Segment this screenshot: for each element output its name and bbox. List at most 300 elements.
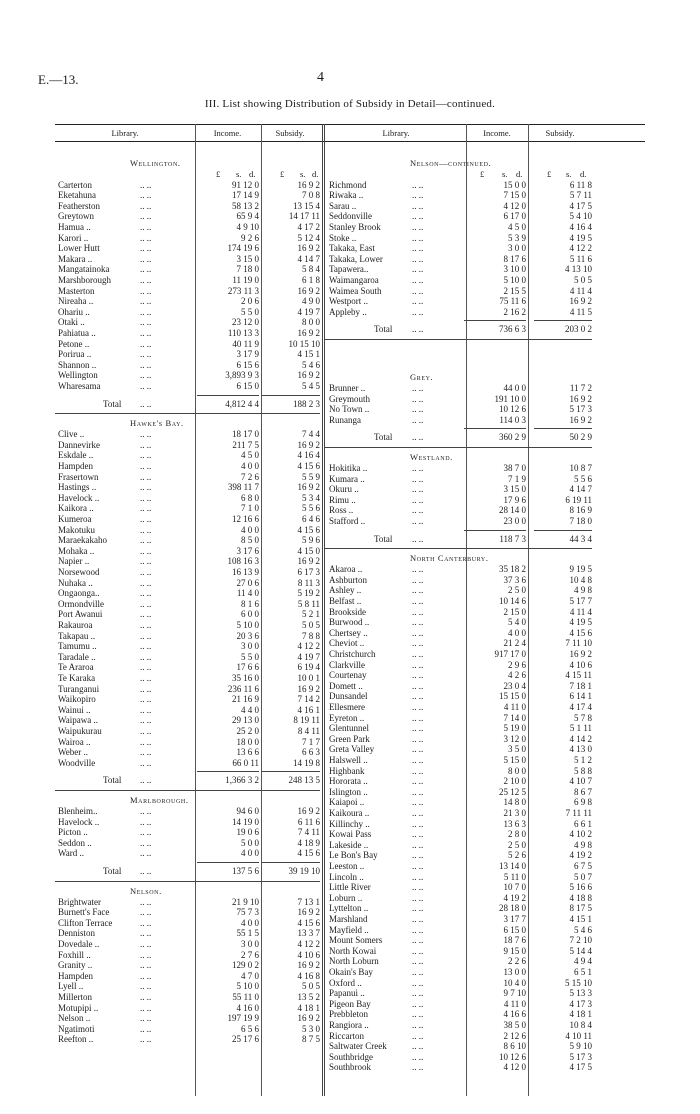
library-name: Halswell ..: [329, 755, 368, 765]
library-name: Okuru ..: [329, 484, 359, 495]
dot-leader: .. ..: [140, 306, 152, 317]
subsidy-value: 6 17 3: [297, 567, 320, 577]
dot-leader: .. ..: [412, 516, 424, 526]
dot-leader: .. ..: [140, 928, 152, 939]
dot-leader: .. ..: [412, 702, 424, 712]
library-name: Pigeon Bay: [329, 998, 371, 1009]
subsidy-value: 7 1 7: [302, 736, 320, 747]
dot-leader: .. ..: [140, 896, 152, 907]
dot-leader: .. ..: [412, 627, 424, 638]
library-name: Belfast ..: [329, 596, 362, 606]
income-value: 3 0 0: [241, 641, 259, 652]
dot-leader: .. ..: [412, 733, 424, 744]
subsidy-value: 5 5 6: [302, 503, 320, 514]
dot-leader: .. ..: [412, 200, 424, 211]
total-rule: [262, 395, 320, 396]
income-value: 37 3 6: [503, 574, 526, 585]
subsidy-value: 16 9 2: [297, 482, 320, 493]
subsidy-value: 5 0 5: [302, 620, 320, 630]
income-value: 2 10 0: [503, 776, 526, 787]
library-name: Highbank: [329, 765, 365, 776]
income-value: 3 12 0: [503, 733, 526, 744]
income-value: 75 7 3: [236, 907, 259, 918]
library-name: Taradale ..: [58, 651, 96, 662]
subsidy-value: 5 0 5: [302, 981, 320, 992]
section-heading: Nelson—continued.: [410, 158, 492, 168]
dot-leader: .. ..: [140, 662, 152, 673]
divider: [195, 124, 196, 1096]
income-value: 2 15 5: [503, 285, 526, 296]
income-value: 5 0 0: [241, 837, 259, 848]
income-value: 38 5 0: [503, 1020, 526, 1030]
library-name: Eskdale ..: [58, 450, 94, 461]
income-value: 4 0 0: [241, 461, 259, 471]
library-name: Waikopiro: [58, 694, 96, 705]
subsidy-value: 5 7 8: [574, 712, 592, 723]
income-value: 2 12 6: [503, 1030, 526, 1041]
subsidy-value: 6 14 1: [569, 691, 592, 702]
income-value: 10 12 6: [499, 404, 526, 415]
dot-leader: .. ..: [412, 755, 424, 765]
subsidy-value: 8 17 5: [569, 903, 592, 914]
income-value: 4 19 2: [503, 892, 526, 903]
library-name: Greytown: [58, 211, 94, 222]
dot-leader: .. ..: [412, 1009, 424, 1020]
subsidy-value: 4 10 11: [565, 1030, 592, 1041]
library-name: Kowai Pass: [329, 829, 372, 840]
income-value: 3 15 0: [503, 484, 526, 495]
total-rule: [534, 530, 592, 531]
dot-leader: .. ..: [412, 914, 424, 924]
dot-leader: .. ..: [140, 253, 152, 264]
subsidy-value: 5 1 2: [574, 755, 592, 765]
subsidy-value: 4 10 6: [297, 949, 320, 960]
subsidy-value: 16 9 2: [297, 960, 320, 971]
dot-leader: .. ..: [140, 190, 152, 201]
library-name: Eyreton ..: [329, 712, 365, 723]
currency-unit: d.: [312, 169, 319, 179]
income-value: 23 0 0: [503, 516, 526, 526]
income-value: 236 11 6: [227, 683, 259, 694]
library-name: Sarau ..: [329, 200, 357, 211]
dot-leader: .. ..: [140, 970, 152, 981]
income-value: 5 15 0: [503, 755, 526, 765]
subsidy-value: 10 8 4: [569, 1020, 592, 1030]
library-name: Le Bon's Bay: [329, 850, 378, 861]
library-name: Frasertown: [58, 471, 99, 482]
library-name: Chertsey ..: [329, 627, 368, 638]
income-value: 14 8 0: [503, 797, 526, 808]
currency-unit: s.: [566, 169, 572, 179]
dot-leader: .. ..: [140, 907, 152, 918]
income-value: 8 6 10: [503, 1041, 526, 1052]
income-value: 8 1 6: [241, 598, 259, 609]
total-rule: [197, 395, 259, 396]
income-value: 129 0 2: [232, 960, 259, 971]
dot-leader: .. ..: [140, 359, 152, 370]
dot-leader: .. ..: [412, 850, 424, 861]
dot-leader: .. ..: [412, 691, 424, 702]
income-value: 917 17 0: [494, 649, 526, 659]
dot-leader: .. ..: [140, 981, 152, 992]
dot-leader: .. ..: [140, 556, 152, 567]
subsidy-value: 4 15 6: [297, 848, 320, 859]
library-name: Rimu ..: [329, 494, 356, 505]
subsidy-value: 4 11 4: [569, 606, 592, 617]
library-name: Kaikoura ..: [329, 808, 370, 818]
income-value: 23 0 4: [503, 680, 526, 691]
subsidy-value: 5 11 6: [569, 253, 592, 264]
income-value: 4 11 0: [503, 702, 526, 712]
left-income-header: Income.: [213, 128, 242, 138]
library-name: Motupipi ..: [58, 1002, 99, 1013]
income-value: 4 7 0: [241, 970, 259, 981]
dot-leader: .. ..: [412, 324, 424, 335]
income-value: 4 16 0: [236, 1002, 259, 1013]
dot-leader: .. ..: [412, 463, 424, 473]
dot-leader: .. ..: [412, 393, 424, 404]
subsidy-value: 4 17 5: [569, 200, 592, 211]
income-value: 4 16 6: [503, 1009, 526, 1020]
subsidy-value: 5 17 7: [569, 596, 592, 606]
total-label: Total: [374, 324, 393, 335]
subsidy-value: 16 9 2: [297, 556, 320, 567]
income-value: 23 12 0: [232, 317, 259, 328]
library-name: Wairoa ..: [58, 736, 91, 747]
library-name: Waipawa ..: [58, 715, 99, 726]
library-name: Porirua ..: [58, 349, 92, 360]
center-divider: [322, 124, 325, 1096]
income-value: 2 16 2: [503, 306, 526, 317]
dot-leader: .. ..: [412, 903, 424, 914]
library-name: Appleby ..: [329, 306, 367, 317]
total-subsidy: 248 13 5: [288, 775, 320, 786]
dot-leader: .. ..: [412, 818, 424, 829]
library-name: Mount Somers: [329, 935, 383, 946]
subsidy-value: 4 15 1: [297, 349, 320, 360]
subsidy-value: 4 16 4: [569, 222, 592, 232]
dot-leader: .. ..: [140, 349, 152, 360]
library-name: Wainui ..: [58, 704, 91, 715]
dot-leader: .. ..: [140, 545, 152, 556]
dot-leader: .. ..: [412, 680, 424, 691]
dot-leader: .. ..: [412, 967, 424, 977]
subsidy-value: 4 9 4: [574, 956, 592, 967]
income-value: 2 5 0: [508, 839, 526, 850]
total-subsidy: 44 3 4: [569, 533, 592, 544]
library-name: Turanganui: [58, 683, 100, 694]
currency-unit: d.: [516, 169, 523, 179]
dot-leader: .. ..: [140, 439, 152, 450]
section-rule: [55, 790, 320, 791]
income-value: 211 7 5: [232, 439, 259, 450]
income-value: 13 6 3: [503, 818, 526, 829]
subsidy-value: 4 17 4: [569, 702, 592, 712]
right-library-header: Library.: [382, 128, 410, 138]
library-name: Otaki ..: [58, 317, 85, 328]
subsidy-value: 4 15 6: [569, 627, 592, 638]
subsidy-value: 7 11 11: [565, 808, 592, 818]
library-name: Courtenay: [329, 670, 367, 681]
income-value: 5 11 0: [503, 871, 526, 882]
library-name: Saltwater Creek: [329, 1041, 387, 1052]
income-value: 5 5 0: [241, 306, 259, 317]
income-value: 55 11 0: [232, 992, 259, 1002]
dot-leader: .. ..: [140, 370, 152, 381]
income-value: 38 7 0: [503, 463, 526, 473]
income-value: 4 12 0: [503, 200, 526, 211]
income-value: 14 19 0: [232, 816, 259, 827]
subsidy-value: 7 14 2: [297, 694, 320, 705]
dot-leader: .. ..: [140, 736, 152, 747]
subsidy-value: 5 4 6: [302, 359, 320, 370]
library-name: Havelock ..: [58, 816, 100, 827]
total-rule: [262, 862, 320, 863]
dot-leader: .. ..: [140, 1034, 152, 1045]
income-value: 35 16 0: [232, 673, 259, 683]
subsidy-value: 10 4 8: [569, 574, 592, 585]
library-name: Seddon ..: [58, 837, 92, 848]
income-value: 11 19 0: [232, 275, 259, 285]
dot-leader: .. ..: [140, 848, 152, 859]
dot-leader: .. ..: [412, 484, 424, 495]
income-value: 7 14 0: [503, 712, 526, 723]
subsidy-value: 4 11 4: [569, 285, 592, 296]
library-name: Kaiapoi ..: [329, 797, 365, 808]
library-name: No Town ..: [329, 404, 370, 415]
library-name: Greta Valley: [329, 744, 375, 755]
currency-unit: d.: [580, 169, 587, 179]
income-value: 5 10 0: [236, 620, 259, 630]
total-subsidy: 188 2 3: [293, 398, 320, 409]
dot-leader: .. ..: [140, 211, 152, 222]
income-value: 18 17 0: [232, 429, 259, 440]
library-name: Burnett's Face: [58, 907, 110, 918]
library-name: Ashburton: [329, 574, 367, 585]
library-name: Waimangaroa: [329, 275, 379, 285]
income-value: 65 9 4: [236, 211, 259, 222]
dot-leader: .. ..: [412, 533, 424, 544]
income-value: 3 0 0: [508, 243, 526, 254]
income-value: 5 10 0: [503, 275, 526, 285]
income-value: 4 0 0: [241, 917, 259, 928]
income-value: 15 0 0: [503, 179, 526, 190]
total-label: Total: [103, 398, 122, 409]
dot-leader: .. ..: [140, 450, 152, 461]
dot-leader: .. ..: [412, 977, 424, 988]
subsidy-value: 5 12 4: [297, 232, 320, 243]
subsidy-value: 4 19 7: [297, 306, 320, 317]
subsidy-value: 8 19 11: [293, 715, 320, 726]
subsidy-value: 16 9 2: [569, 649, 592, 659]
library-name: Akaroa ..: [329, 564, 363, 575]
subsidy-value: 4 15 11: [565, 670, 592, 681]
library-name: Stoke ..: [329, 232, 357, 243]
dot-leader: .. ..: [140, 609, 152, 620]
subsidy-value: 6 19 11: [565, 494, 592, 505]
dot-leader: .. ..: [140, 429, 152, 440]
currency-unit: s.: [236, 169, 242, 179]
subsidy-value: 13 15 4: [293, 200, 320, 211]
income-value: 21 2 4: [503, 638, 526, 649]
dot-leader: .. ..: [140, 492, 152, 503]
dot-leader: .. ..: [140, 524, 152, 535]
library-name: Masterton: [58, 285, 95, 296]
income-value: 10 7 0: [503, 882, 526, 893]
dot-leader: .. ..: [140, 806, 152, 816]
dot-leader: .. ..: [412, 432, 424, 443]
library-name: Leeston ..: [329, 861, 365, 871]
dot-leader: .. ..: [412, 383, 424, 393]
subsidy-value: 8 7 5: [302, 1034, 320, 1045]
library-name: Makotuku: [58, 524, 95, 535]
dot-leader: .. ..: [140, 651, 152, 662]
section-rule: [55, 413, 320, 414]
income-value: 273 11 3: [227, 285, 259, 296]
subsidy-value: 6 9 8: [574, 797, 592, 808]
income-value: 9 2 6: [241, 232, 259, 243]
subsidy-value: 4 18 1: [297, 1002, 320, 1013]
income-value: 3 17 6: [236, 545, 259, 556]
income-value: 2 0 6: [241, 296, 259, 307]
subsidy-value: 5 0 5: [574, 275, 592, 285]
dot-leader: .. ..: [412, 935, 424, 946]
dot-leader: .. ..: [412, 776, 424, 787]
income-value: 4 0 0: [241, 848, 259, 859]
library-name: Islington ..: [329, 786, 368, 797]
dot-leader: .. ..: [140, 1013, 152, 1024]
subsidy-value: 4 10 6: [569, 659, 592, 670]
income-value: 9 15 0: [503, 945, 526, 956]
dot-leader: .. ..: [412, 505, 424, 516]
library-name: Port Awanui: [58, 609, 103, 620]
dot-leader: .. ..: [140, 535, 152, 546]
subsidy-value: 14 19 8: [293, 757, 320, 768]
dot-leader: .. ..: [412, 222, 424, 232]
dot-leader: .. ..: [140, 673, 152, 683]
subsidy-value: 8 4 11: [297, 726, 320, 736]
library-name: Shannon ..: [58, 359, 97, 370]
subsidy-value: 9 19 5: [569, 564, 592, 575]
library-name: Lower Hutt: [58, 243, 100, 254]
income-value: 3 17 7: [503, 914, 526, 924]
total-income: 4,812 4 4: [225, 398, 259, 409]
income-value: 3 0 0: [241, 939, 259, 949]
subsidy-value: 7 18 1: [569, 680, 592, 691]
income-value: 20 3 6: [236, 630, 259, 641]
library-name: Rangiora ..: [329, 1020, 369, 1030]
income-value: 25 2 0: [236, 726, 259, 736]
subsidy-value: 5 5 6: [574, 473, 592, 484]
library-name: North Kowai: [329, 945, 377, 956]
dot-leader: .. ..: [412, 243, 424, 254]
income-value: 2 8 0: [508, 829, 526, 840]
library-name: Lincoln ..: [329, 871, 364, 882]
dot-leader: .. ..: [140, 577, 152, 588]
subsidy-value: 4 17 2: [297, 222, 320, 232]
income-value: 7 15 0: [503, 190, 526, 201]
left-library-header: Library.: [111, 128, 139, 138]
dot-leader: .. ..: [140, 1002, 152, 1013]
library-name: North Loburn: [329, 956, 379, 967]
income-value: 6 17 0: [503, 211, 526, 222]
library-name: Ross ..: [329, 505, 354, 516]
library-name: Riccarton: [329, 1030, 364, 1041]
income-value: 197 19 9: [227, 1013, 259, 1024]
page-number: 4: [317, 70, 324, 85]
dot-leader: .. ..: [412, 494, 424, 505]
income-value: 6 8 0: [241, 492, 259, 503]
subsidy-value: 16 9 2: [569, 296, 592, 307]
dot-leader: .. ..: [412, 253, 424, 264]
dot-leader: .. ..: [140, 264, 152, 275]
library-name: Lakeside ..: [329, 839, 369, 850]
dot-leader: .. ..: [140, 949, 152, 960]
total-subsidy: 39 19 10: [288, 866, 320, 876]
left-subsidy-header: Subsidy.: [275, 128, 305, 138]
library-name: Te Karaka: [58, 673, 96, 683]
total-income: 360 2 9: [499, 432, 526, 443]
library-name: Carterton: [58, 179, 92, 190]
dot-leader: .. ..: [412, 1062, 424, 1073]
income-value: 18 7 6: [503, 935, 526, 946]
section-heading: Marlborough.: [130, 795, 189, 805]
total-subsidy: 203 0 2: [565, 324, 592, 335]
income-value: 6 15 0: [503, 924, 526, 935]
subsidy-value: 4 19 5: [569, 617, 592, 628]
income-value: 3 17 9: [236, 349, 259, 360]
dot-leader: .. ..: [412, 882, 424, 893]
subsidy-value: 4 9 8: [574, 839, 592, 850]
income-value: 5 4 0: [508, 617, 526, 628]
dot-leader: .. ..: [412, 473, 424, 484]
library-name: Cheviot ..: [329, 638, 365, 649]
library-name: Nelson ..: [58, 1013, 91, 1024]
dot-leader: .. ..: [412, 892, 424, 903]
income-value: 8 5 0: [241, 535, 259, 546]
library-name: Brightwater: [58, 896, 101, 907]
income-value: 17 6 6: [236, 662, 259, 673]
subsidy-value: 4 9 8: [574, 585, 592, 596]
library-name: Brunner ..: [329, 383, 366, 393]
income-value: 29 13 0: [232, 715, 259, 726]
library-name: Picton ..: [58, 827, 88, 838]
subsidy-value: 16 9 2: [297, 1013, 320, 1024]
income-value: 4 5 0: [508, 222, 526, 232]
income-value: 4 9 10: [236, 222, 259, 232]
library-name: Takaka, Lower: [329, 253, 383, 264]
library-name: Greymouth: [329, 393, 370, 404]
dot-leader: .. ..: [412, 988, 424, 999]
subsidy-value: 4 19 7: [297, 651, 320, 662]
income-value: 10 12 6: [499, 1051, 526, 1062]
dot-leader: .. ..: [412, 285, 424, 296]
currency-unit: £: [216, 169, 221, 179]
total-label: Total: [103, 775, 122, 786]
income-value: 114 0 3: [499, 414, 526, 425]
income-value: 75 11 6: [499, 296, 526, 307]
section-heading: Grey.: [410, 372, 434, 382]
income-value: 108 16 3: [227, 556, 259, 567]
subsidy-value: 10 15 10: [288, 338, 320, 349]
dot-leader: .. ..: [140, 939, 152, 949]
total-rule: [464, 530, 526, 531]
income-value: 8 17 6: [503, 253, 526, 264]
total-income: 1,366 3 2: [225, 775, 259, 786]
dot-leader: .. ..: [412, 829, 424, 840]
dot-leader: .. ..: [412, 1030, 424, 1041]
income-value: 5 19 0: [503, 723, 526, 734]
